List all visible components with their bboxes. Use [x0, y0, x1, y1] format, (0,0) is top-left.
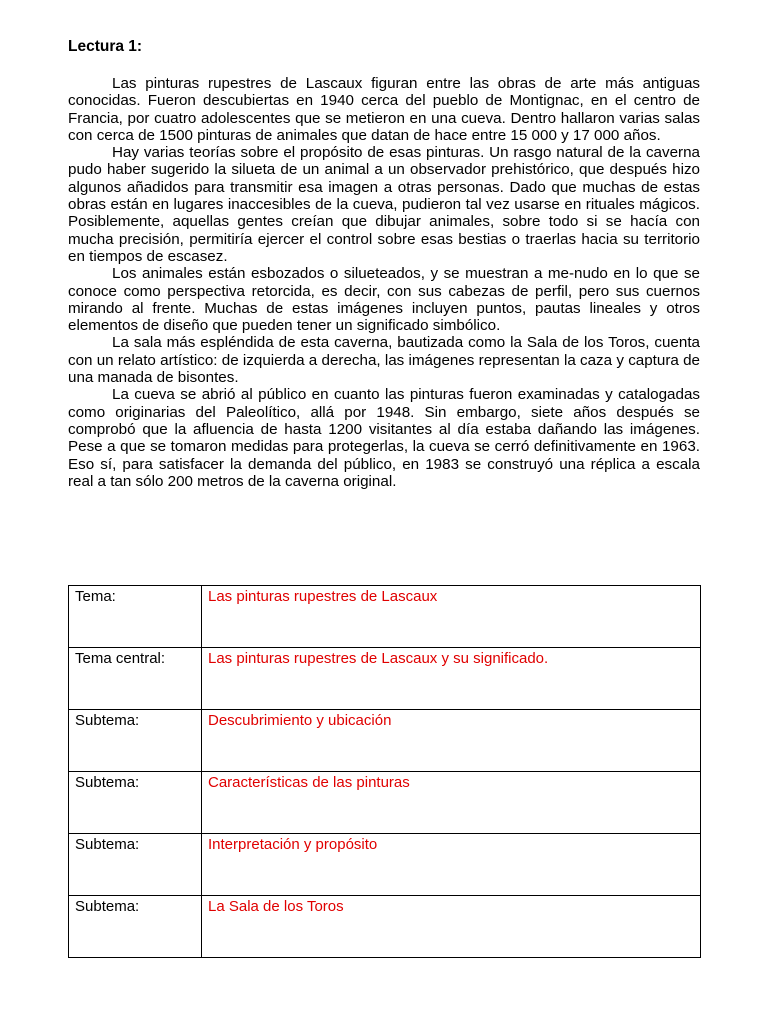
summary-table [68, 585, 701, 958]
table-row [69, 648, 701, 710]
row-value: Descubrimiento y ubicación [208, 712, 392, 729]
paragraph: Las pinturas rupestres de Lascaux figuran entre las obras de arte más antiguas conocidas. Fueron descubiertas en 1940 cerca del pueblo de Montignac, en el centro de Francia, por cuatro adolescentes que se metieron en una cueva. Dentro hallaron varias salas con cerca de 1500 pinturas de animales que datan de hace entre 15 000 y 17 000 años. [68, 75, 700, 144]
row-label: Subtema: [75, 712, 140, 729]
row-label: Subtema: [75, 836, 140, 853]
paragraph: Los animales están esbozados o silueteados, y se muestran a me-nudo en lo que se conoce como perspectiva retorcida, es decir, con sus cabezas de perfil, pero sus cuernos mirando al frente. Muchas de estas imágenes incluyen puntos, pautas lineales y otros elementos de diseño que pueden tener un significado simbólico. [68, 265, 700, 335]
row-value-cell [202, 834, 701, 896]
table-row [69, 772, 701, 834]
reading-body [68, 75, 700, 490]
row-value: Interpretación y propósito [208, 836, 378, 853]
paragraph: La sala más espléndida de esta caverna, bautizada como la Sala de los Toros, cuenta con un relato artístico: de izquierda a derecha, las imágenes representan la caza y captura de una manada de bisontes. [68, 334, 700, 387]
row-label-cell [69, 586, 202, 648]
row-value: La Sala de los Toros [208, 898, 344, 915]
row-label: Tema: [75, 588, 116, 605]
row-label: Subtema: [75, 898, 140, 915]
row-label-cell [69, 772, 202, 834]
row-value-cell [202, 648, 701, 710]
table-row [69, 710, 701, 772]
row-value-cell [202, 710, 701, 772]
row-value-cell [202, 772, 701, 834]
row-label: Tema central: [75, 650, 166, 667]
table-row [69, 896, 701, 958]
reading-section [68, 38, 700, 490]
row-value: Las pinturas rupestres de Lascaux y su significado. [208, 650, 549, 667]
row-value: Las pinturas rupestres de Lascaux [208, 588, 438, 605]
row-label: Subtema: [75, 774, 140, 791]
row-label-cell [69, 896, 202, 958]
row-label-cell [69, 648, 202, 710]
row-label-cell [69, 710, 202, 772]
paragraph: Hay varias teorías sobre el propósito de esas pinturas. Un rasgo natural de la caverna pudo haber sugerido la silueta de un animal a un observador prehistórico, que después hizo algunos añadidos para transmitir esa imagen a otras personas. Dado que muchas de estas obras están en lugares inaccesibles de la cueva, pudieron tal vez usarse en rituales mágicos. Posiblemente, aquellas gentes creían que dibujar animales, sobre todo si se hacía con mucha precisión, permitiría ejercer el control sobre esas bestias o traerlas hacia su territorio en tiempos de escasez. [68, 144, 700, 265]
reading-title: Lectura 1: [68, 38, 143, 55]
row-value-cell [202, 586, 701, 648]
table-row [69, 586, 701, 648]
row-value-cell [202, 896, 701, 958]
row-value: Características de las pinturas [208, 774, 410, 791]
paragraph: La cueva se abrió al público en cuanto las pinturas fueron examinadas y catalogadas como originarias del Paleolítico, allá por 1948. Sin embargo, siete años después se comprobó que la afluencia de hasta 1200 visitantes al día estaba dañando las imágenes. Pese a que se tomaron medidas para protegerlas, la cueva se cerró definitivamente en 1963. Eso sí, para satisfacer la demanda del público, en 1983 se construyó una réplica a escala real a tan sólo 200 metros de la caverna original. [68, 386, 700, 490]
table-row [69, 834, 701, 896]
row-label-cell [69, 834, 202, 896]
